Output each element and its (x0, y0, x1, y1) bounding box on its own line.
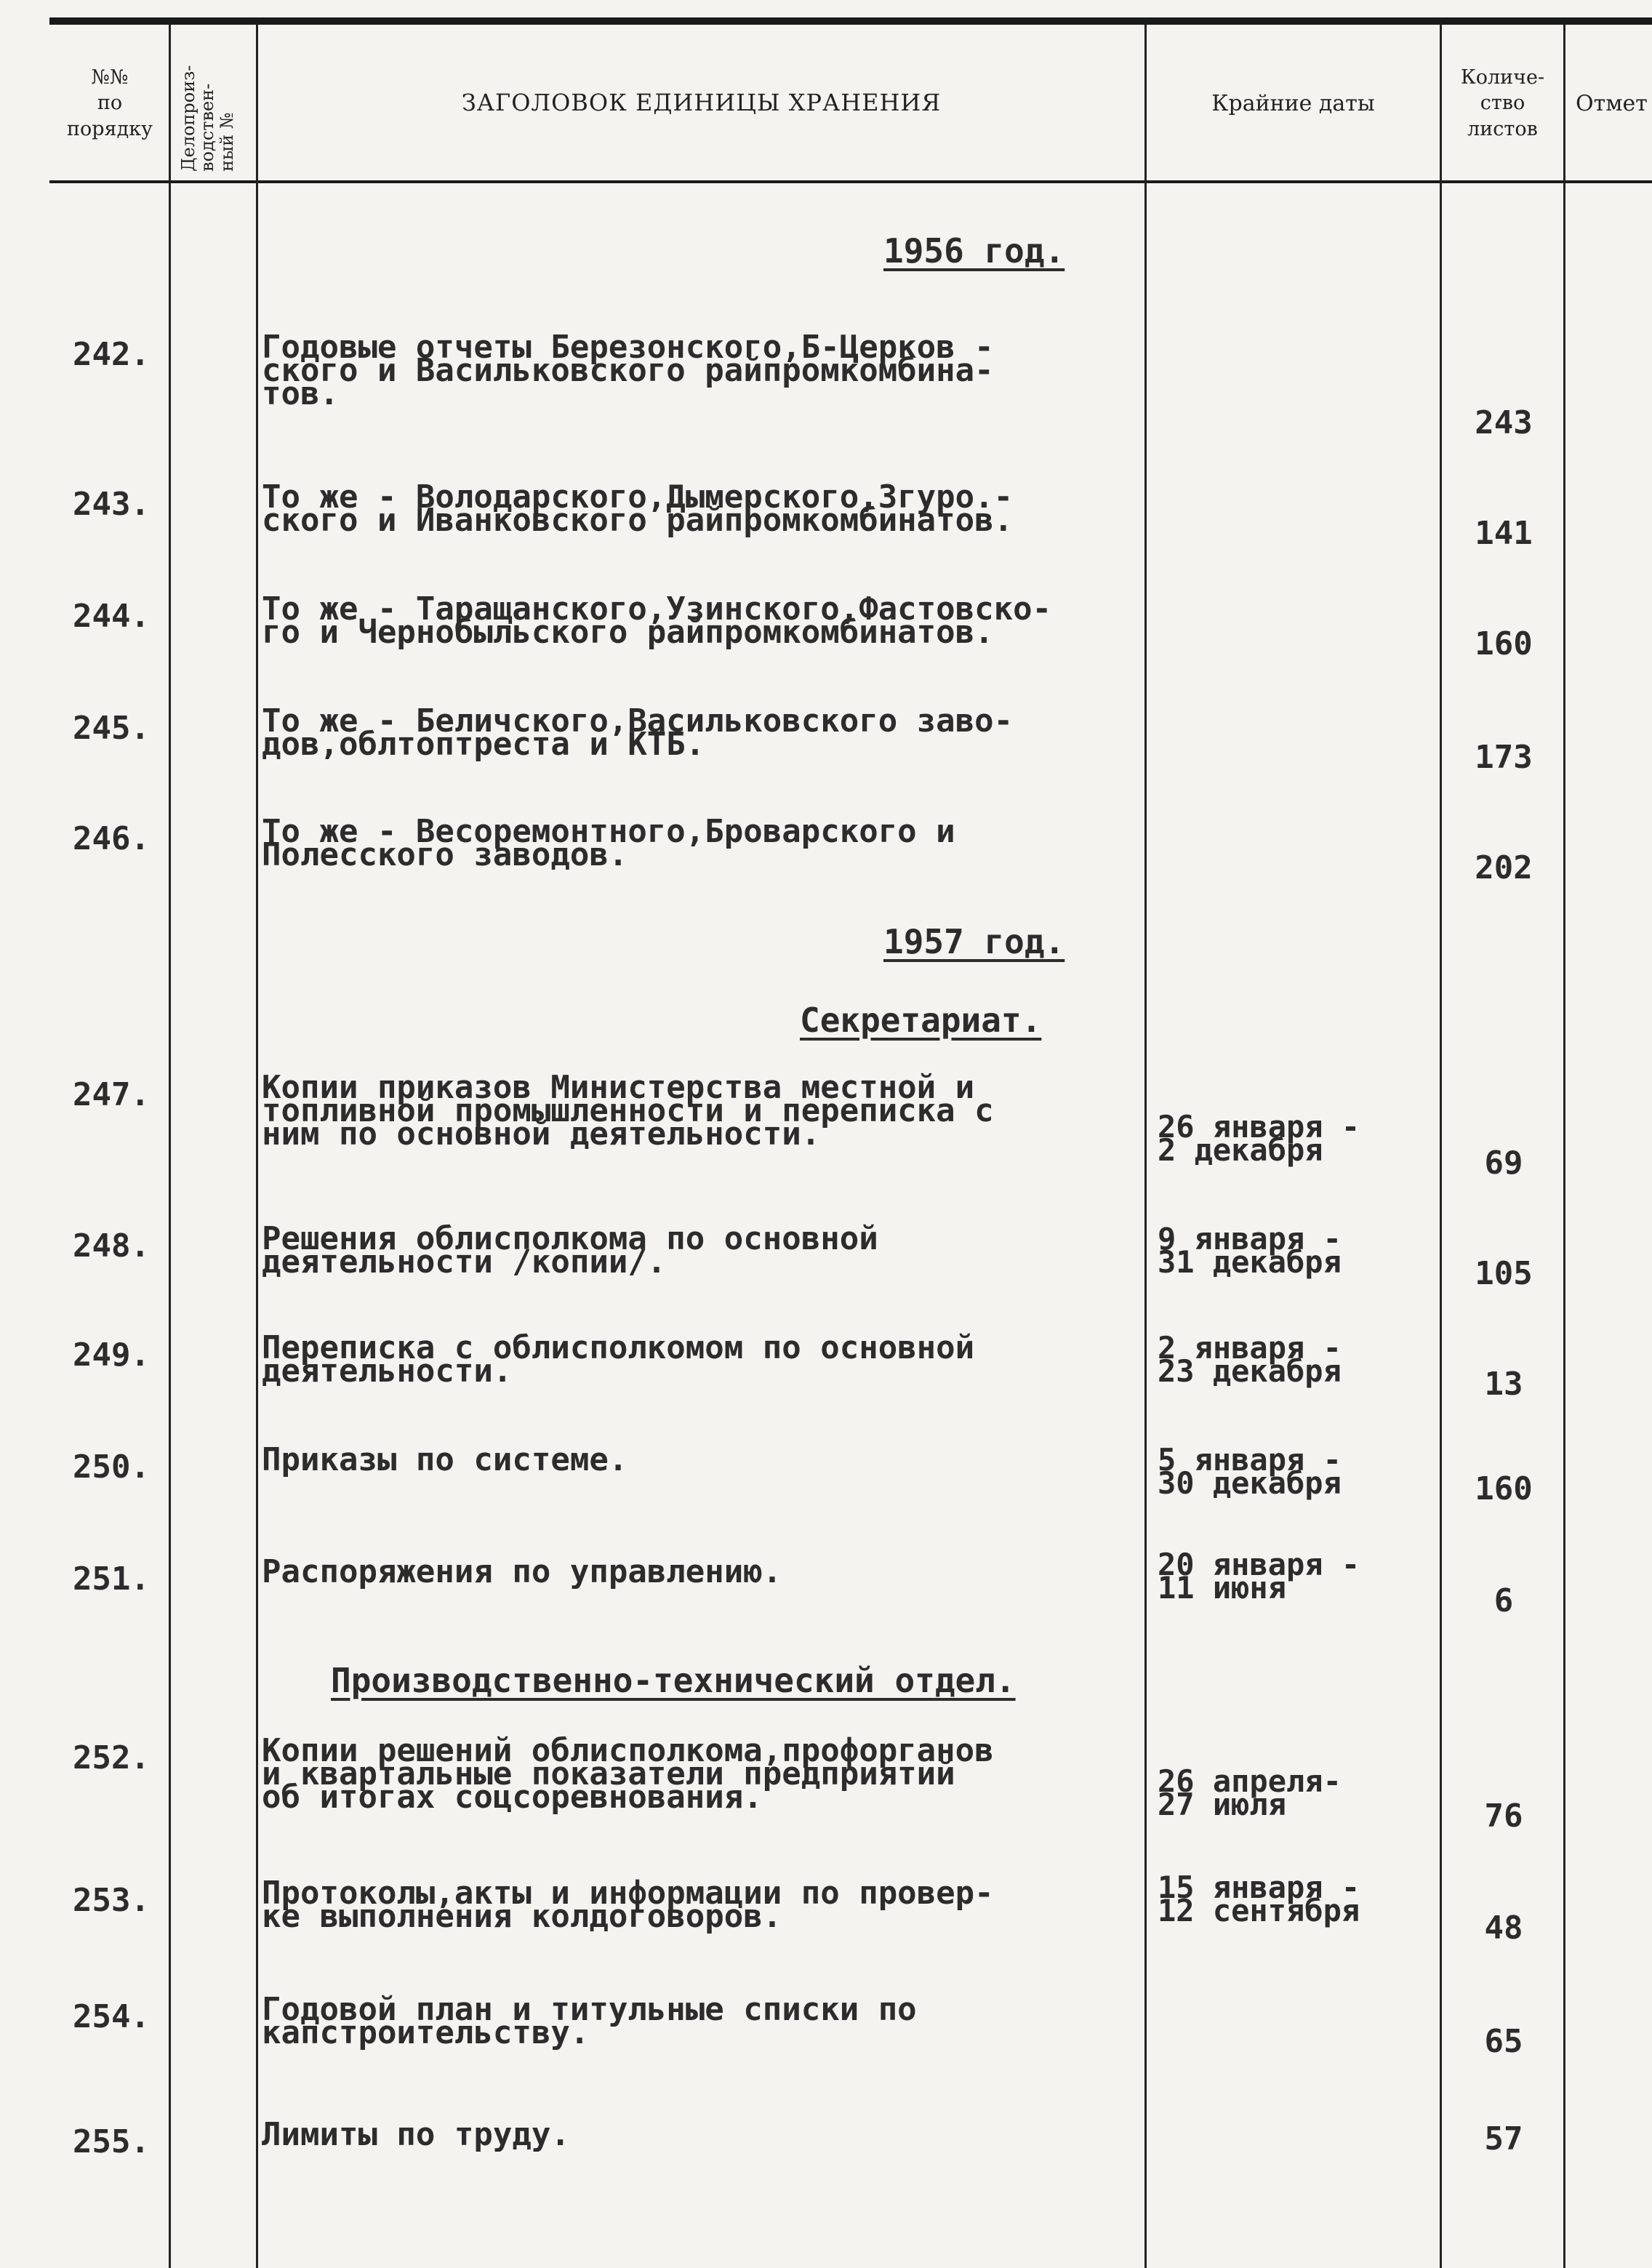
col-divider-3 (1144, 25, 1147, 2268)
row-number: 253. (73, 1882, 150, 1919)
row-number: 250. (73, 1448, 150, 1486)
year-heading-1956: 1956 год. (883, 231, 1065, 271)
row-title: Годовые отчеты Березонского,Б-Церков - ского и Васильковского райпромкомбина- тов. (262, 329, 994, 412)
row-title: Копии решений облисполкома,профорганов и квартальные показатели предприятий об итогах соцсоревнования. (262, 1732, 994, 1816)
row-title: Распоряжения по управлению. (262, 1553, 782, 1590)
row-sheet-count: 65 (1484, 2023, 1523, 2060)
row-number: 247. (73, 1076, 150, 1113)
header-unit-title: ЗАГОЛОВОК ЕДИНИЦЫ ХРАНЕНИЯ (461, 89, 942, 117)
row-number: 245. (73, 710, 150, 747)
row-number: 243. (73, 486, 150, 523)
row-number: 246. (73, 820, 150, 857)
col-divider-1 (169, 25, 171, 2268)
row-sheet-count: 160 (1475, 1470, 1533, 1507)
row-sheet-count: 76 (1484, 1798, 1523, 1835)
row-title: Лимиты по труду. (262, 2116, 570, 2153)
row-title: То же - Беличского,Васильковского заво- дов,облтоптреста и КТБ. (262, 702, 1014, 763)
row-date-range: 5 января - 30 декабря (1158, 1442, 1342, 1501)
row-title: Решения облисполкома по основной деятельности /копии/. (262, 1220, 878, 1281)
row-number: 244. (73, 598, 150, 635)
row-sheet-count: 160 (1475, 625, 1533, 662)
row-title: Переписка с облисполкомом по основной деятельности. (262, 1329, 975, 1390)
row-sheet-count: 105 (1475, 1255, 1533, 1292)
row-title: То же - Весоремонтного,Броварского и Полесского заводов. (262, 813, 955, 873)
top-rule (49, 17, 1652, 25)
row-number: 248. (73, 1227, 150, 1265)
row-sheet-count: 13 (1484, 1366, 1523, 1403)
row-date-range: 26 апреля- 27 июля (1158, 1763, 1342, 1822)
row-number: 254. (73, 1998, 150, 2035)
section-heading-secretariat: Секретариат. (800, 1001, 1042, 1040)
row-date-range: 2 января - 23 декабря (1158, 1330, 1342, 1389)
row-date-range: 20 января - 11 июня (1158, 1547, 1360, 1606)
row-title: Годовой план и титульные списки по капстроительству. (262, 1991, 917, 2051)
row-number: 252. (73, 1739, 150, 1776)
row-title: То же - Таращанского,Узинского,Фастовско- го и Чернобыльского райпромкомбинатов. (262, 590, 1052, 651)
row-sheet-count: 57 (1484, 2120, 1523, 2157)
row-title: Приказы по системе. (262, 1441, 628, 1478)
row-sheet-count: 243 (1475, 404, 1533, 441)
row-title: Копии приказов Министерства местной и топливной промышленности и переписка с ним по основной деятельности. (262, 1069, 994, 1153)
header-sheet-count: Количе- ство листов (1460, 66, 1545, 140)
row-sheet-count: 48 (1484, 1910, 1523, 1947)
header-notes: Отмет (1576, 90, 1648, 116)
header-office-number: Делопроиз- водствен- ный № (178, 65, 237, 172)
row-sheet-count: 6 (1493, 1582, 1514, 1619)
row-sheet-count: 141 (1475, 515, 1533, 552)
header-date-range: Крайние даты (1211, 90, 1375, 116)
row-date-range: 15 января - 12 сентября (1158, 1870, 1360, 1928)
row-title: Протоколы,акты и информации по провер- ке выполнения колдоговоров. (262, 1875, 994, 1935)
row-number: 249. (73, 1337, 150, 1374)
header-bottom-rule (49, 180, 1652, 183)
row-number: 242. (73, 336, 150, 373)
row-number: 251. (73, 1560, 150, 1598)
row-date-range: 26 января - 2 декабря (1158, 1109, 1360, 1168)
row-sheet-count: 173 (1475, 739, 1533, 776)
row-sheet-count: 69 (1484, 1145, 1523, 1182)
section-heading-prod-tech: Производственно-технический отдел. (331, 1661, 1016, 1700)
header-order-number: №№ по порядку (67, 66, 153, 140)
row-title: То же - Володарского,Дымерского,Згуро.- ского и Иванковского райпромкомбинатов. (262, 478, 1014, 539)
col-divider-2 (256, 25, 258, 2268)
row-sheet-count: 202 (1475, 849, 1533, 886)
year-heading-1957: 1957 год. (883, 922, 1065, 961)
row-date-range: 9 января - 31 декабря (1158, 1221, 1342, 1280)
row-number: 255. (73, 2123, 150, 2160)
